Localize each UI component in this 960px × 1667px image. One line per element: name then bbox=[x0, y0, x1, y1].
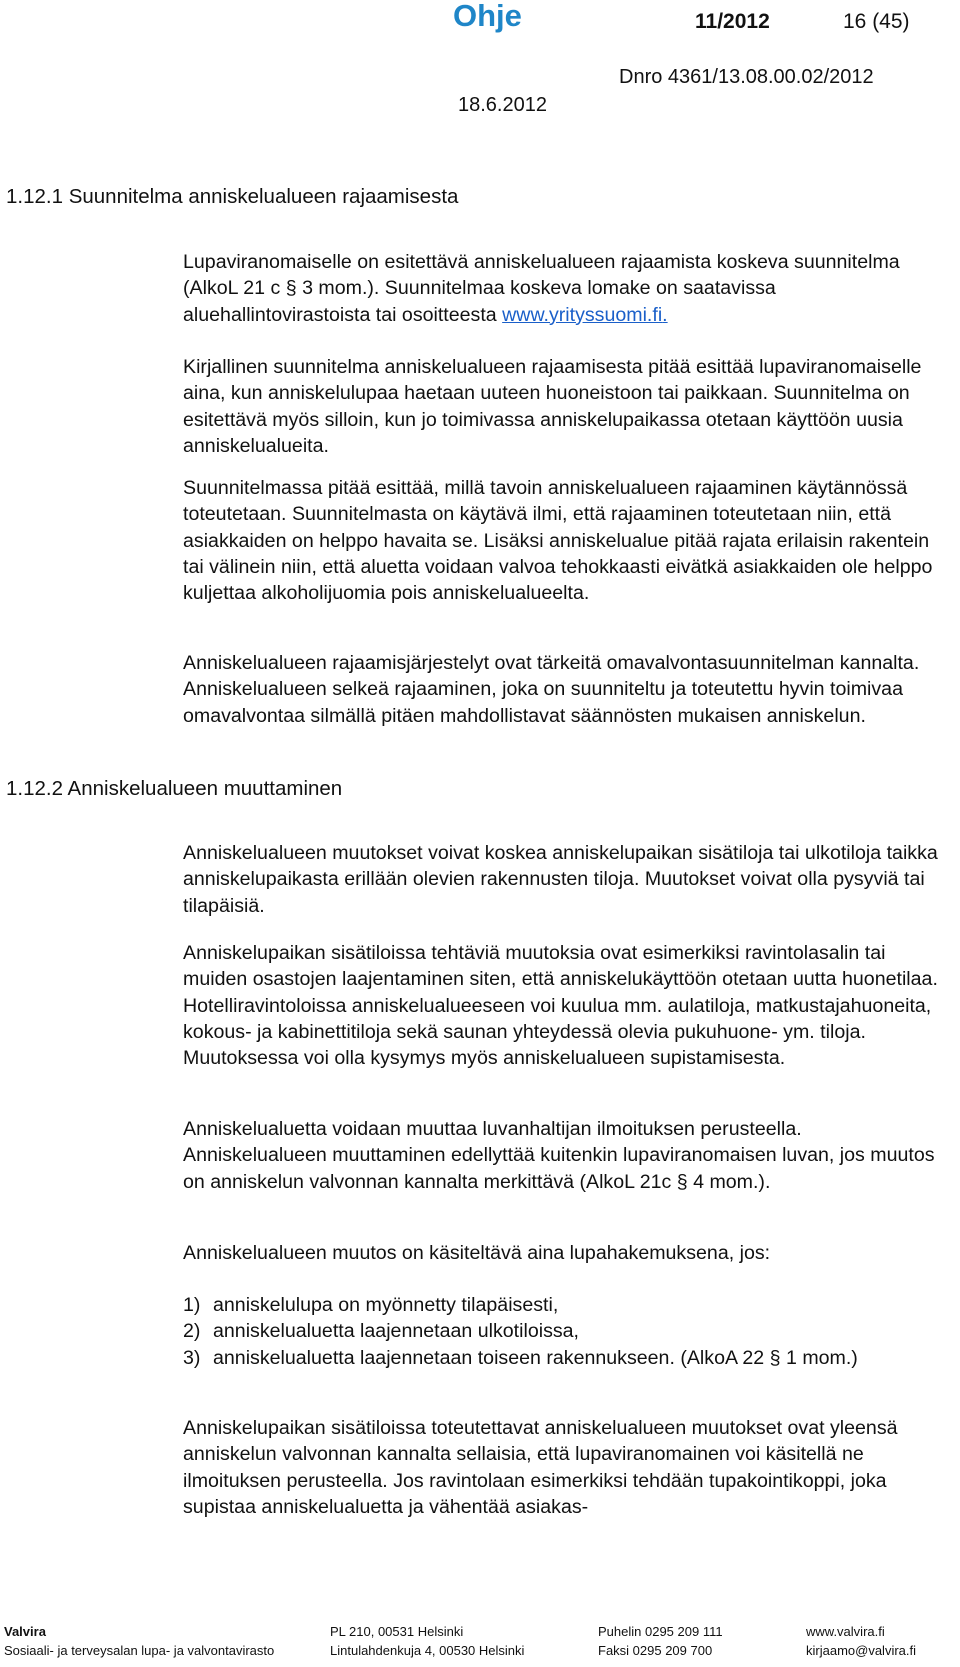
paragraph: Anniskelupaikan sisätiloissa tehtäviä muutoksia ovat esimerkiksi ravintolasalin tai muiden osastojen laajentaminen siten, että anniskelukäyttöön otetaan uutta huonetilaa. Hotelliravintoloissa anniskelualueeseen voi kuulua mm. aulatiloja, matkustajahuoneita, kokous- ja kabinettitiloja sekä saunan yhteydessä olevia pukuhuone- ym. tiloja. Muutoksessa voi olla kysymys myös anniskelualueen supistamisesta. bbox=[183, 942, 938, 1070]
footer-fax: Faksi 0295 209 700 bbox=[598, 1643, 713, 1658]
footer-po-box: PL 210, 00531 Helsinki bbox=[330, 1624, 464, 1639]
document-type-title: Ohje bbox=[453, 0, 522, 33]
list-item-text: anniskelulupa on myönnetty tilapäisesti, bbox=[213, 1294, 559, 1316]
guide-number: 11/2012 bbox=[695, 10, 770, 33]
footer-contact-numbers bbox=[598, 1622, 723, 1660]
paragraph: Anniskelualuetta voidaan muuttaa luvanhaltijan ilmoituksen perusteella. Anniskelualueen muuttaminen edellyttää kuitenkin lupaviranomaisen luvan, jos muutos on anniskelun valvonnan kannalta merkittävä (AlkoL 21c § 4 mom.). bbox=[183, 1118, 935, 1193]
footer-org-name: Valvira bbox=[4, 1624, 46, 1639]
conditions-list bbox=[183, 1292, 948, 1371]
page-number: 16 (45) bbox=[843, 10, 910, 33]
paragraph: Kirjallinen suunnitelma anniskelualueen rajaamisesta pitää esittää lupaviranomaiselle aina, kun anniskelulupaa haetaan uuteen huoneistoon tai paikkaan. Suunnitelma on esitettävä myös silloin, kun jo toimivassa anniskelupaikassa otetaan käyttöön uusia anniskelualueita. bbox=[183, 356, 922, 457]
footer-org-full-name: Sosiaali- ja terveysalan lupa- ja valvontavirasto bbox=[4, 1643, 275, 1658]
paragraph: Anniskelualueen muutos on käsiteltävä aina lupahakemuksena, jos: bbox=[183, 1242, 771, 1264]
list-item bbox=[183, 1292, 948, 1318]
paragraph: Anniskelualueen muutokset voivat koskea anniskelupaikan sisätiloja tai ulkotiloja taikka anniskelupaikasta erillään olevien rakennusten tiloja. Muutokset voivat olla pysyviä tai tilapäisiä. bbox=[183, 842, 938, 917]
paragraph bbox=[183, 249, 948, 328]
list-number: 1) bbox=[183, 1294, 201, 1316]
paragraph: Anniskelupaikan sisätiloissa toteutettavat anniskelualueen muutokset ovat yleensä anniskelun valvonnan kannalta sellaisia, että lupaviranomainen voi käsitellä ne ilmoituksen perusteella. Jos ravintolaan esimerkiksi tehdään tupakointikoppi, joka supistaa anniskelualuetta ja vähentää asiakas- bbox=[183, 1417, 898, 1518]
footer-email[interactable]: kirjaamo@valvira.fi bbox=[806, 1643, 916, 1658]
yrityssuomi-link[interactable]: www.yrityssuomi.fi bbox=[502, 303, 663, 326]
footer-website[interactable]: www.valvira.fi bbox=[806, 1624, 885, 1639]
footer-address bbox=[330, 1622, 524, 1660]
list-number: 3) bbox=[183, 1346, 201, 1369]
section-heading-1-12-1: 1.12.1 Suunnitelma anniskelualueen rajaamisesta bbox=[6, 185, 459, 208]
list-number: 2) bbox=[183, 1320, 201, 1343]
list-item-text: anniskelualuetta laajennetaan toiseen rakennukseen. (AlkoA 22 § 1 mom.) bbox=[213, 1346, 858, 1369]
document-date: 18.6.2012 bbox=[458, 94, 547, 116]
paragraph-text: Lupaviranomaiselle on esitettävä anniskelualueen rajaamista koskeva suunnitelma (AlkoL 21 c § 3 mom.). Suunnitelmaa koskeva lomake on saatavissa aluehallintovirastoista tai osoitteesta bbox=[183, 251, 900, 326]
document-reference: Dnro 4361/13.08.00.02/2012 bbox=[619, 66, 874, 88]
footer-web-contact bbox=[806, 1622, 916, 1660]
link-period: . bbox=[662, 303, 668, 326]
footer-phone: Puhelin 0295 209 111 bbox=[598, 1624, 723, 1639]
paragraph: Suunnitelmassa pitää esittää, millä tavoin anniskelualueen rajaaminen käytännössä toteutetaan. Suunnitelmasta on käytävä ilmi, että rajaaminen toteutetaan niin, että asiakkaiden on helppo havaita se. Lisäksi anniskelualue pitää rajata erilaisin rakentein tai välinein niin, että aluetta voidaan valvoa tehokkaasti eivätkä asiakkaiden ole helppo kuljettaa alkoholijuomia pois anniskelualueelta. bbox=[183, 477, 933, 605]
footer-organization bbox=[4, 1622, 274, 1660]
list-item-text: anniskelualuetta laajennetaan ulkotiloissa, bbox=[213, 1320, 580, 1343]
paragraph: Anniskelualueen rajaamisjärjestelyt ovat tärkeitä omavalvontasuunnitelman kannalta. Anniskelualueen selkeä rajaaminen, joka on suunniteltu ja toteutettu hyvin toimivaa omavalvontaa silmällä pitäen mahdollistavat säännösten mukaisen anniskelun. bbox=[183, 652, 920, 727]
section-heading-1-12-2: 1.12.2 Anniskelualueen muuttaminen bbox=[6, 777, 343, 800]
footer-street-address: Lintulahdenkuja 4, 00530 Helsinki bbox=[330, 1643, 525, 1658]
list-item bbox=[183, 1345, 948, 1371]
list-item bbox=[183, 1318, 948, 1344]
